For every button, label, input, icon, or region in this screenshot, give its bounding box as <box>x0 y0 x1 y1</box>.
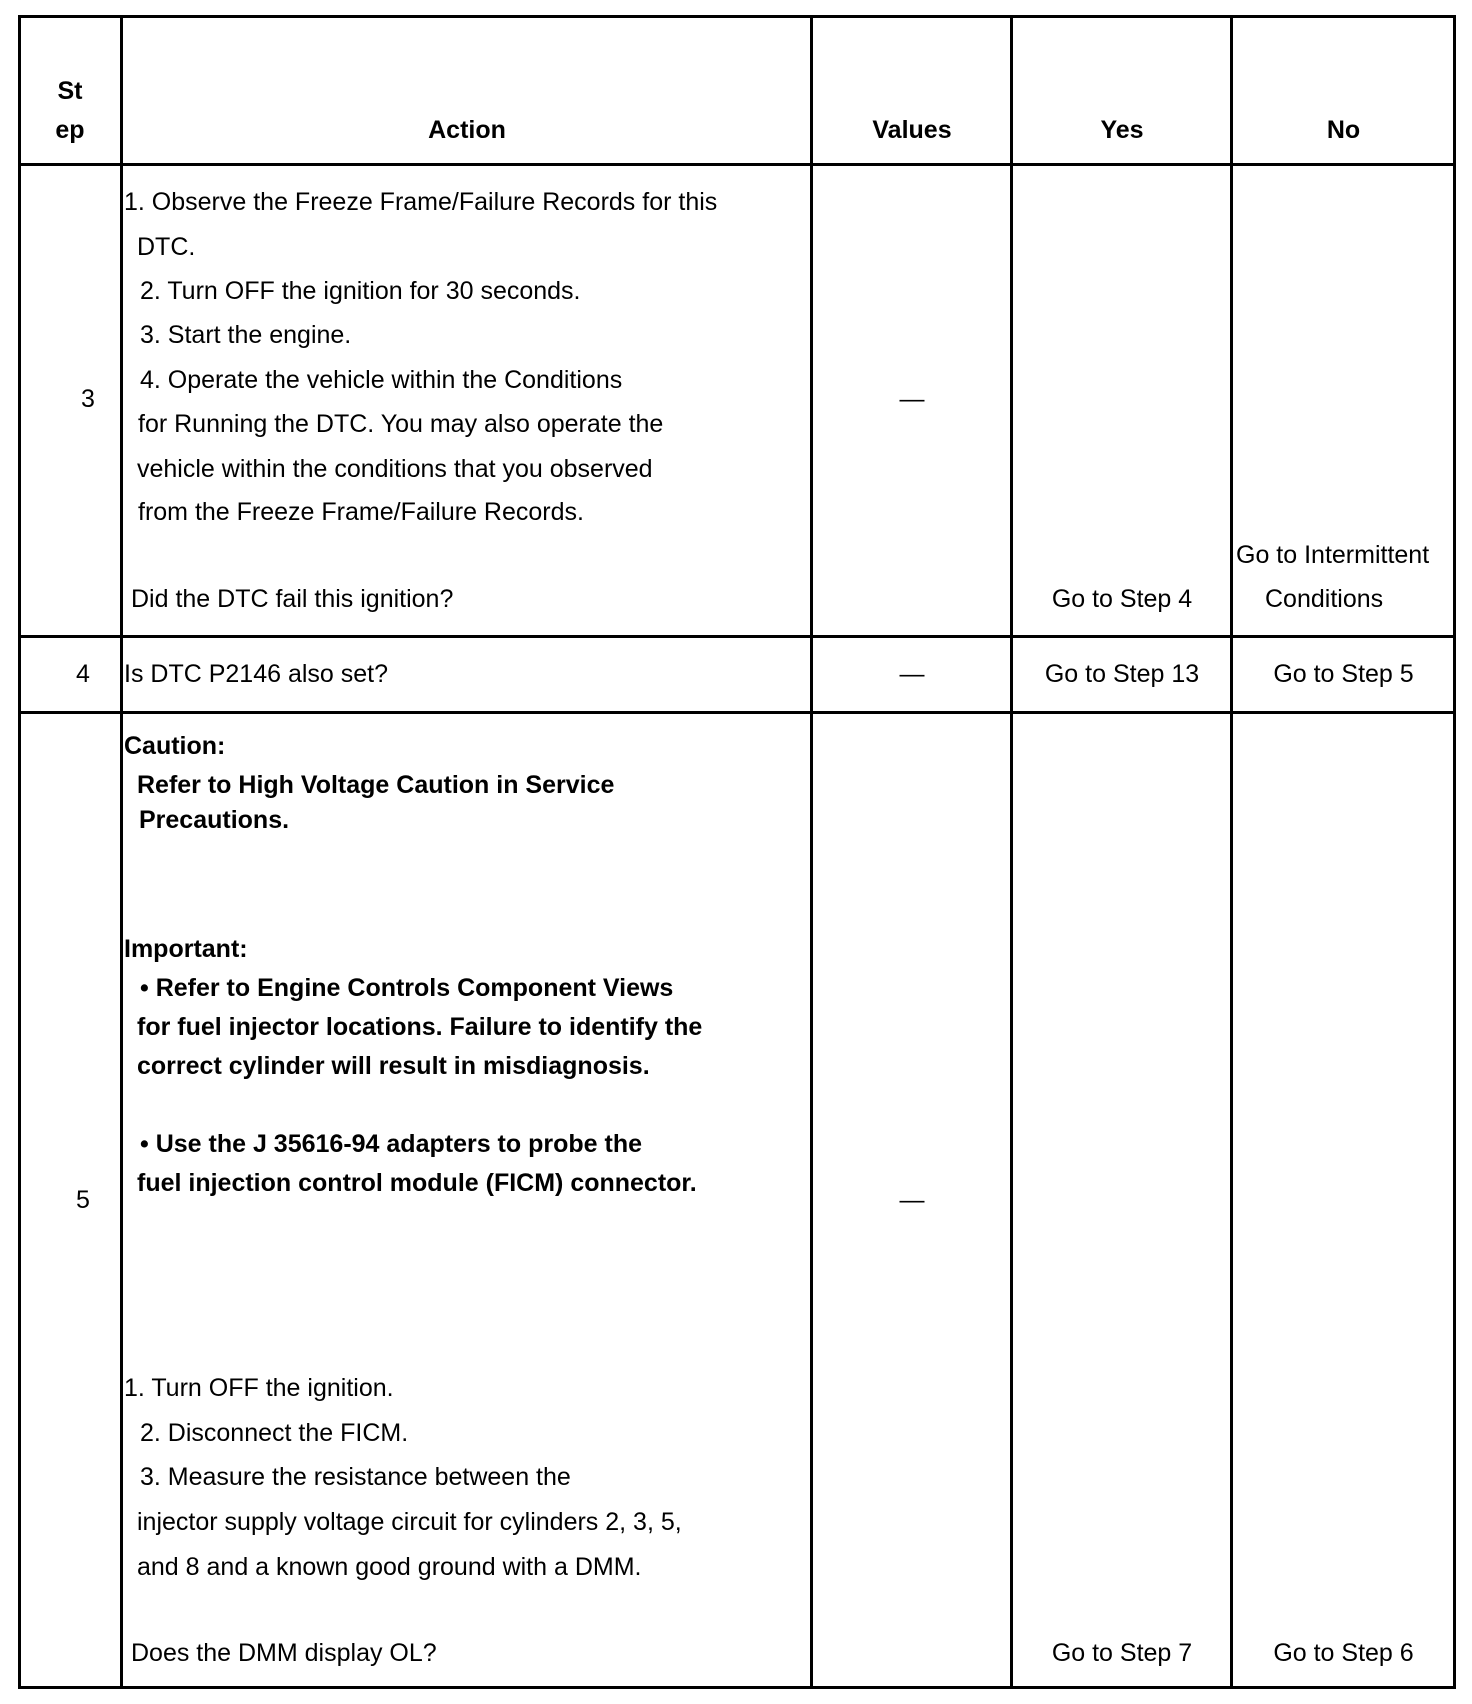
row-5-yes: Go to Step 7 <box>1051 1639 1193 1667</box>
column-divider <box>120 16 123 1688</box>
column-divider <box>1230 16 1233 1688</box>
caution-line: Precautions. <box>139 806 290 834</box>
row-4-yes: Go to Step 13 <box>1044 660 1200 688</box>
header-yes: Yes <box>1100 116 1144 144</box>
row-4-values: — <box>899 660 925 688</box>
caution-line: Refer to High Voltage Caution in Service <box>137 771 615 799</box>
row-divider <box>18 635 1456 638</box>
row-5-question: Does the DMM display OL? <box>131 1639 437 1667</box>
row-3-action-line: 1. Observe the Freeze Frame/Failure Records for this <box>124 188 718 216</box>
header-no: No <box>1326 116 1361 144</box>
row-5-action-line: 3. Measure the resistance between the <box>140 1463 571 1491</box>
row-3-yes: Go to Step 4 <box>1051 585 1193 613</box>
important-line: • Use the J 35616-94 adapters to probe the <box>140 1130 642 1158</box>
row-3-no-line: Go to Intermittent <box>1236 541 1430 569</box>
row-3-action-line: vehicle within the conditions that you observed <box>137 455 653 483</box>
important-line: fuel injection control module (FICM) connector. <box>137 1169 697 1197</box>
important-line: • Refer to Engine Controls Component Views <box>140 974 674 1002</box>
row-5-no: Go to Step 6 <box>1273 1639 1414 1667</box>
row-3-question: Did the DTC fail this ignition? <box>131 585 454 613</box>
row-3-action-line: for Running the DTC. You may also operate the <box>138 410 664 438</box>
header-step-line-1: St <box>57 77 83 105</box>
row-5-step: 5 <box>76 1186 90 1214</box>
important-line: correct cylinder will result in misdiagnosis. <box>137 1052 650 1080</box>
table-border-right <box>1453 16 1456 1688</box>
row-3-action-line: 2. Turn OFF the ignition for 30 seconds. <box>140 277 581 305</box>
row-3-action-line: 3. Start the engine. <box>140 321 352 349</box>
header-step-line-2: ep <box>55 116 85 144</box>
row-3-action-line: DTC. <box>137 233 196 261</box>
row-3-values: — <box>899 385 925 413</box>
row-4-action: Is DTC P2146 also set? <box>124 660 389 688</box>
row-3-action-line: from the Freeze Frame/Failure Records. <box>138 498 584 526</box>
header-action: Action <box>428 116 506 144</box>
row-4-no: Go to Step 5 <box>1273 660 1414 688</box>
table-border-left <box>18 16 21 1688</box>
column-divider <box>1010 16 1013 1688</box>
row-divider <box>18 711 1456 714</box>
table-border-top <box>18 15 1456 18</box>
row-5-action-line: 1. Turn OFF the ignition. <box>124 1374 394 1402</box>
column-divider <box>810 16 813 1688</box>
row-3-action-line: 4. Operate the vehicle within the Conditions <box>140 366 623 394</box>
row-3-step: 3 <box>81 385 95 413</box>
table-border-bottom <box>18 1686 1456 1689</box>
row-5-action-line: injector supply voltage circuit for cylinders 2, 3, 5, <box>137 1508 682 1536</box>
header-divider <box>18 163 1456 166</box>
row-5-values: — <box>899 1186 925 1214</box>
caution-title: Caution: <box>124 732 226 760</box>
row-3-no-line: Conditions <box>1265 585 1384 613</box>
header-values: Values <box>872 116 952 144</box>
row-5-action-line: and 8 and a known good ground with a DMM. <box>137 1553 642 1581</box>
row-4-step: 4 <box>76 660 90 688</box>
important-line: for fuel injector locations. Failure to identify the <box>137 1013 703 1041</box>
row-5-action-line: 2. Disconnect the FICM. <box>140 1419 409 1447</box>
important-title: Important: <box>124 935 248 963</box>
